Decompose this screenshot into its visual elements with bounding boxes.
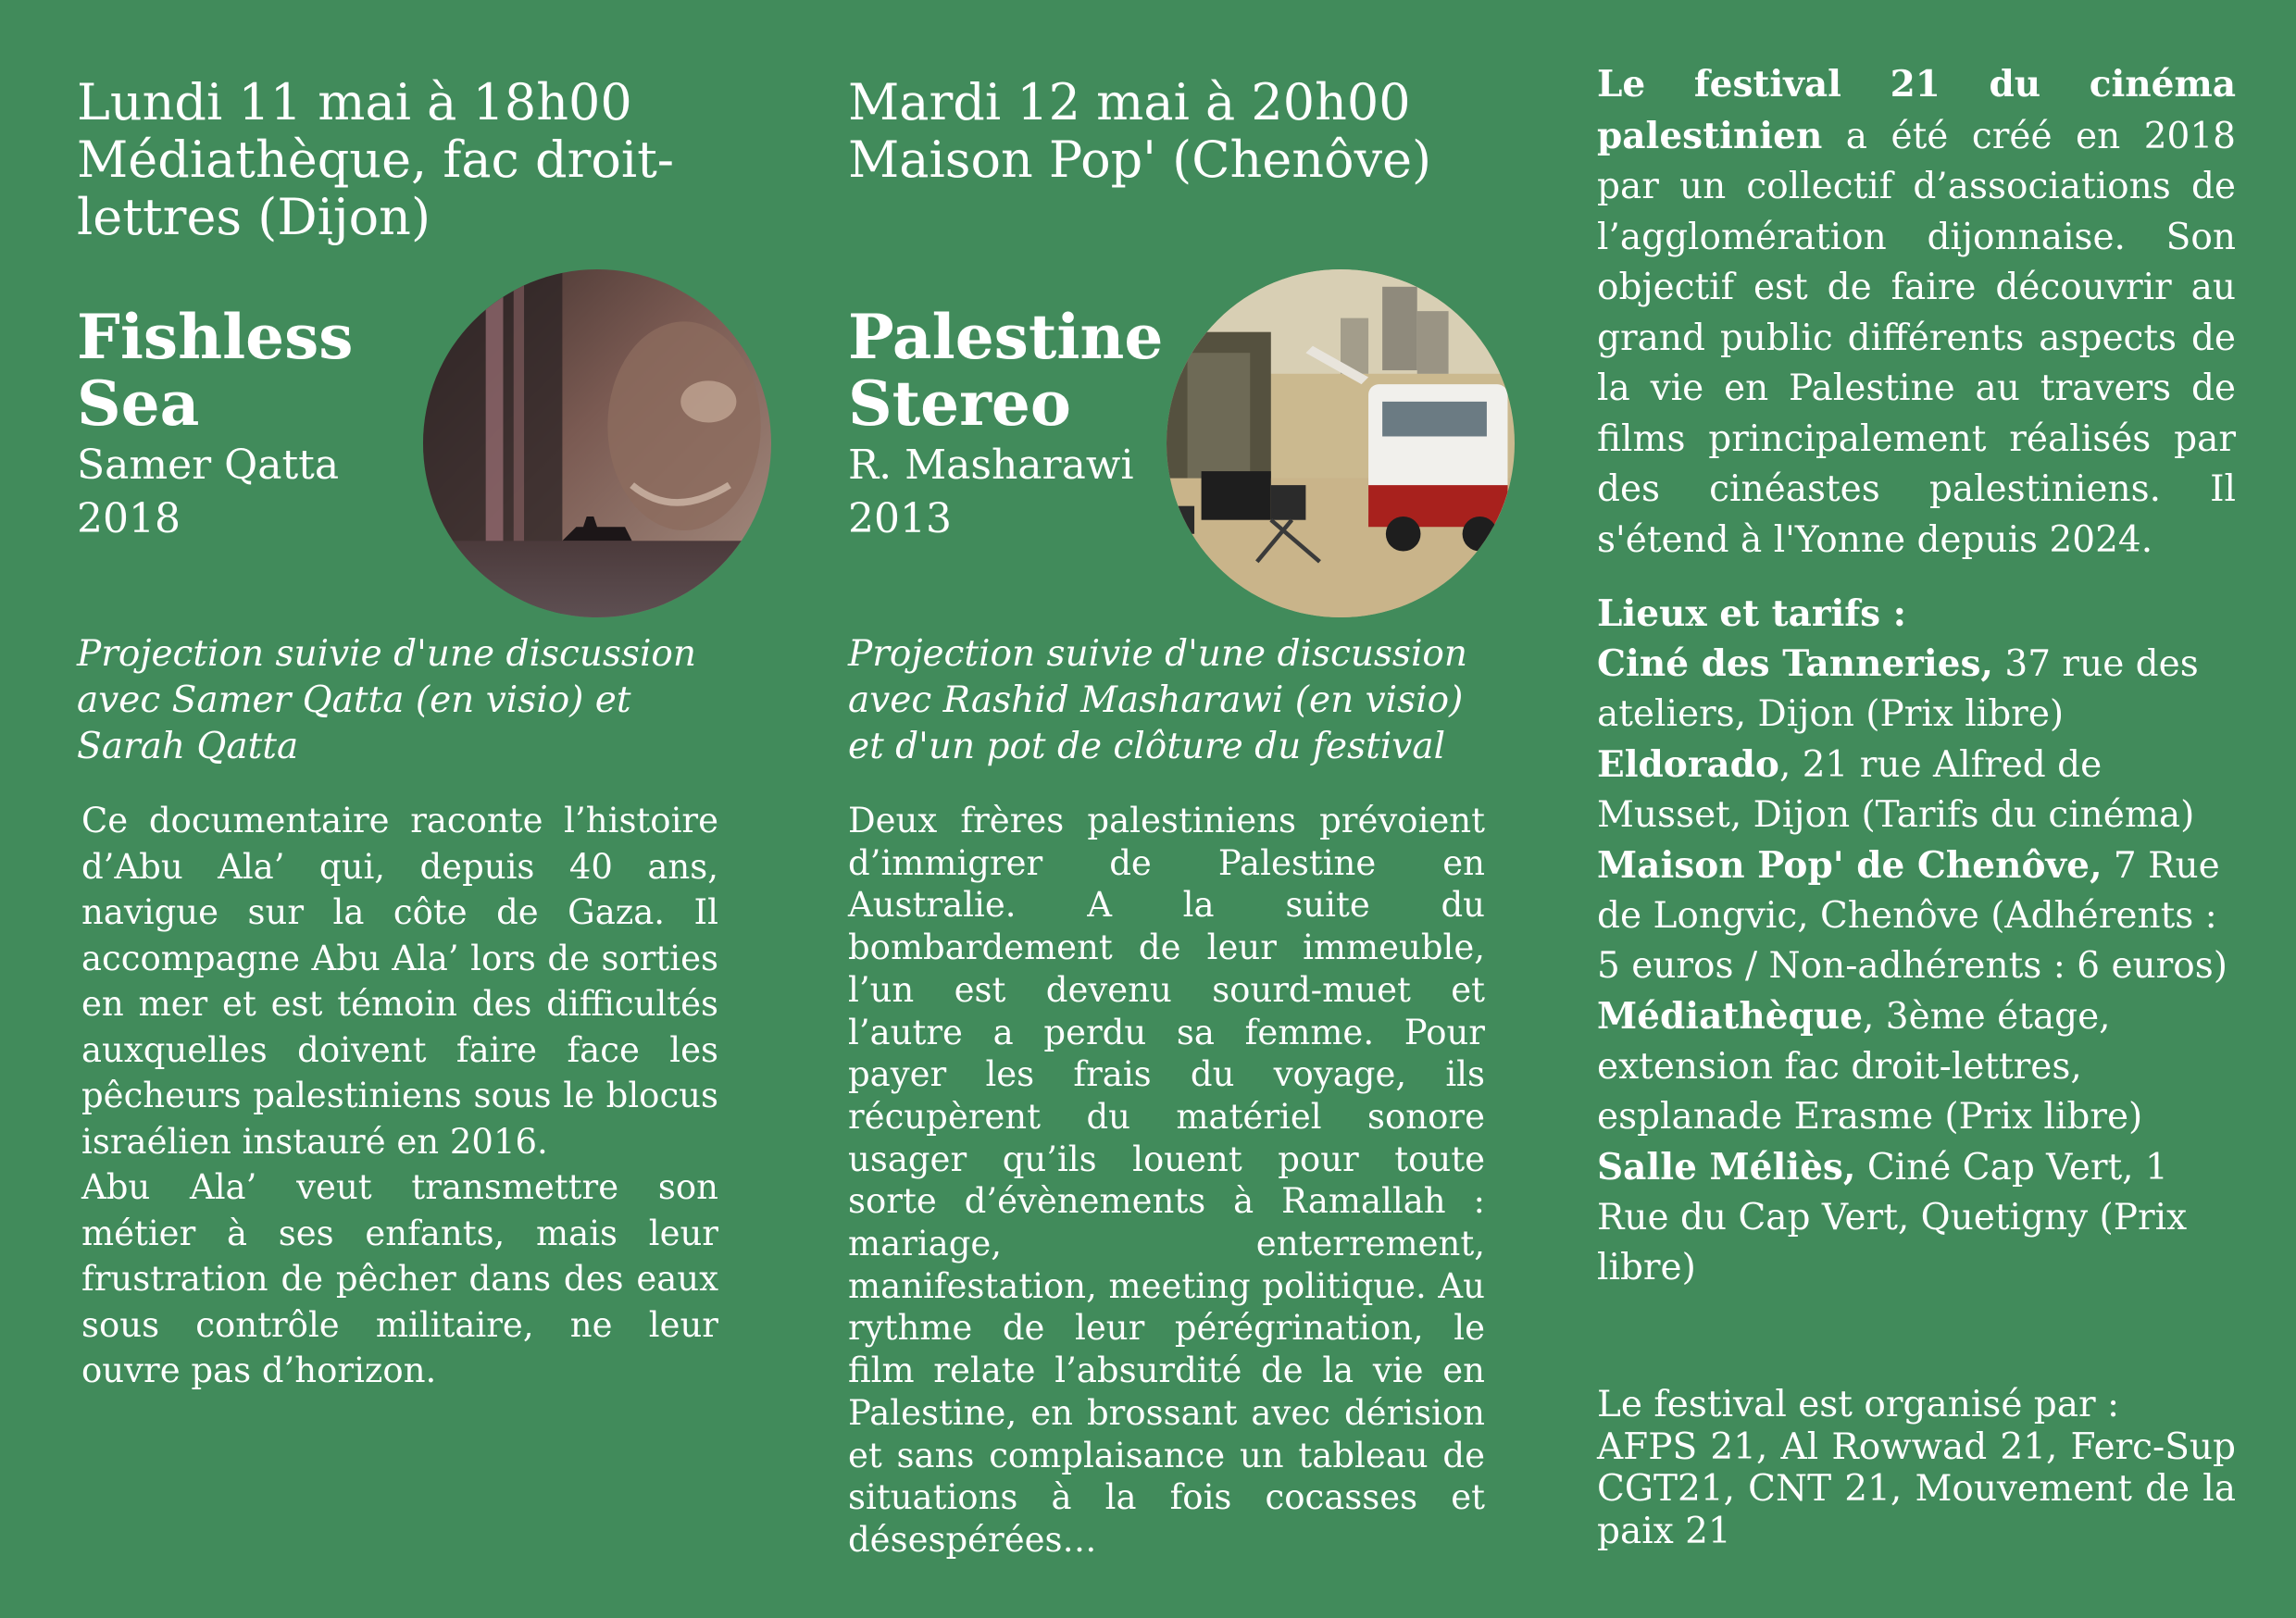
discussion-line: Projection suivie d'une discussion — [848, 633, 1468, 675]
venue-item — [1597, 1142, 2236, 1293]
film-title-line: Stereo — [848, 367, 1071, 440]
discussion-line: Projection suivie d'une discussion — [77, 633, 697, 675]
venue-details: , 21 rue Alfred de Musset, Dijon (Tarifs du cinéma) — [1597, 744, 2195, 836]
film-synopsis-1 — [81, 798, 718, 1394]
event-date-heading-2 — [848, 74, 1496, 189]
venue-name: Eldorado — [1597, 743, 1779, 786]
organizers-intro: Le festival est organisé par : — [1597, 1384, 2120, 1425]
synopsis-paragraph: Deux frères palestiniens prévoient d’immigrer de Palestine en Australie. A la suite du bombardement de leur immeuble, l’un est devenu sourd-muet et l’autre a perdu sa femme. Pour payer les frais du voyage, ils récupèrent du matériel sonore usager qu’ils louent pour toute sorte d’évènements à Ramallah : mariage, enterrement, manifestation, meeting politique. Au rythme de leur pérégrination, le film relate l’absurdité de la vie en Palestine, en brossant avec dérision et sans complaisance un tableau de situations à la fois cocasses et désespérées… — [848, 801, 1485, 1560]
venues-title: Lieux et tarifs : — [1597, 592, 1906, 635]
venue-name: Ciné des Tanneries, — [1597, 642, 1994, 685]
festival-description: a été créé en 2018 par un collectif d’associations de l’agglomération dijonnaise. Son objectif est de faire découvrir au grand public différents aspects de la vie en Palestine au travers de films principalement réalisés par des cinéastes palestiniens. Il s'étend à l'Yonne depuis 2024. — [1597, 115, 2236, 561]
discussion-note-1 — [77, 631, 743, 770]
film-title — [848, 301, 1200, 440]
film-title-line: Sea — [77, 367, 200, 440]
synopsis-paragraph: Ce documentaire raconte l’histoire d’Abu Ala’ qui, depuis 40 ans, navigue sur la côte de Gaza. Il accompagne Abu Ala’ lors de sorties en mer et est témoin des difficultés auxquelles doivent faire face les pêcheurs palestiniens sous le blocus israélien instauré en 2016. — [81, 801, 718, 1162]
venue-name: Salle Méliès, — [1597, 1146, 1856, 1189]
festival-name: Le festival 21 du cinéma palestinien — [1597, 63, 2236, 157]
film-year: 2013 — [848, 495, 952, 542]
discussion-line: avec Rashid Masharawi (en visio) — [848, 679, 1464, 721]
discussion-line: Sarah Qatta — [77, 726, 299, 767]
venue-details: 7 Rue de Longvic, Chenôve (Adhérents : 5 euros / Non-adhérents : 6 euros) — [1597, 845, 2228, 987]
date-line: Mardi 12 mai à 20h00 — [848, 73, 1411, 131]
film-info-1 — [77, 301, 429, 546]
discussion-note-2 — [848, 631, 1515, 770]
date-line: Lundi 11 mai à 18h00 — [77, 73, 632, 131]
venue-details: , 3ème étage, extension fac droit-lettres, esplanade Erasme (Prix libre) — [1597, 996, 2143, 1138]
venue-line: Médiathèque, fac droit- — [77, 131, 675, 189]
venue-item — [1597, 740, 2236, 840]
venue-line: Maison Pop' (Chenôve) — [848, 131, 1432, 189]
organizers-list: AFPS 21, Al Rowwad 21, Ferc-Sup CGT21, CNT 21, Mouvement de la paix 21 — [1597, 1425, 2236, 1552]
film-director: Samer Qatta — [77, 442, 340, 489]
film-still-palestine-stereo — [1167, 269, 1515, 617]
venue-name: Médiathèque — [1597, 995, 1863, 1038]
venue-item — [1597, 991, 2236, 1142]
venue-name: Maison Pop' de Chenôve, — [1597, 844, 2103, 887]
film-synopsis-2 — [848, 800, 1485, 1562]
film-still-fishless-sea — [423, 269, 771, 617]
venues-section — [1597, 589, 2236, 1293]
film-title-line: Fishless — [77, 301, 354, 373]
venue-line: lettres (Dijon) — [77, 188, 431, 246]
film-title-line: Palestine — [848, 301, 1164, 373]
organizers-section — [1597, 1384, 2236, 1552]
film-year: 2018 — [77, 495, 181, 542]
venue-details: Ciné Cap Vert, 1 Rue du Cap Vert, Quetigny (Prix libre) — [1597, 1147, 2188, 1288]
film-title — [77, 301, 429, 440]
synopsis-paragraph: Abu Ala’ veut transmettre son métier à ses enfants, mais leur frustration de pêcher dans des eaux sous contrôle militaire, ne leur ouvre pas d’horizon. — [81, 1167, 718, 1390]
event-date-heading-1 — [77, 74, 725, 246]
film-director: R. Masharawi — [848, 442, 1134, 489]
venue-details: 37 rue des ateliers, Dijon (Prix libre) — [1597, 643, 2199, 735]
venue-item — [1597, 840, 2236, 991]
discussion-line: et d'un pot de clôture du festival — [848, 726, 1446, 767]
film-info-2 — [848, 301, 1200, 546]
discussion-line: avec Samer Qatta (en visio) et — [77, 679, 631, 721]
festival-about — [1597, 59, 2236, 566]
venue-item — [1597, 639, 2236, 740]
